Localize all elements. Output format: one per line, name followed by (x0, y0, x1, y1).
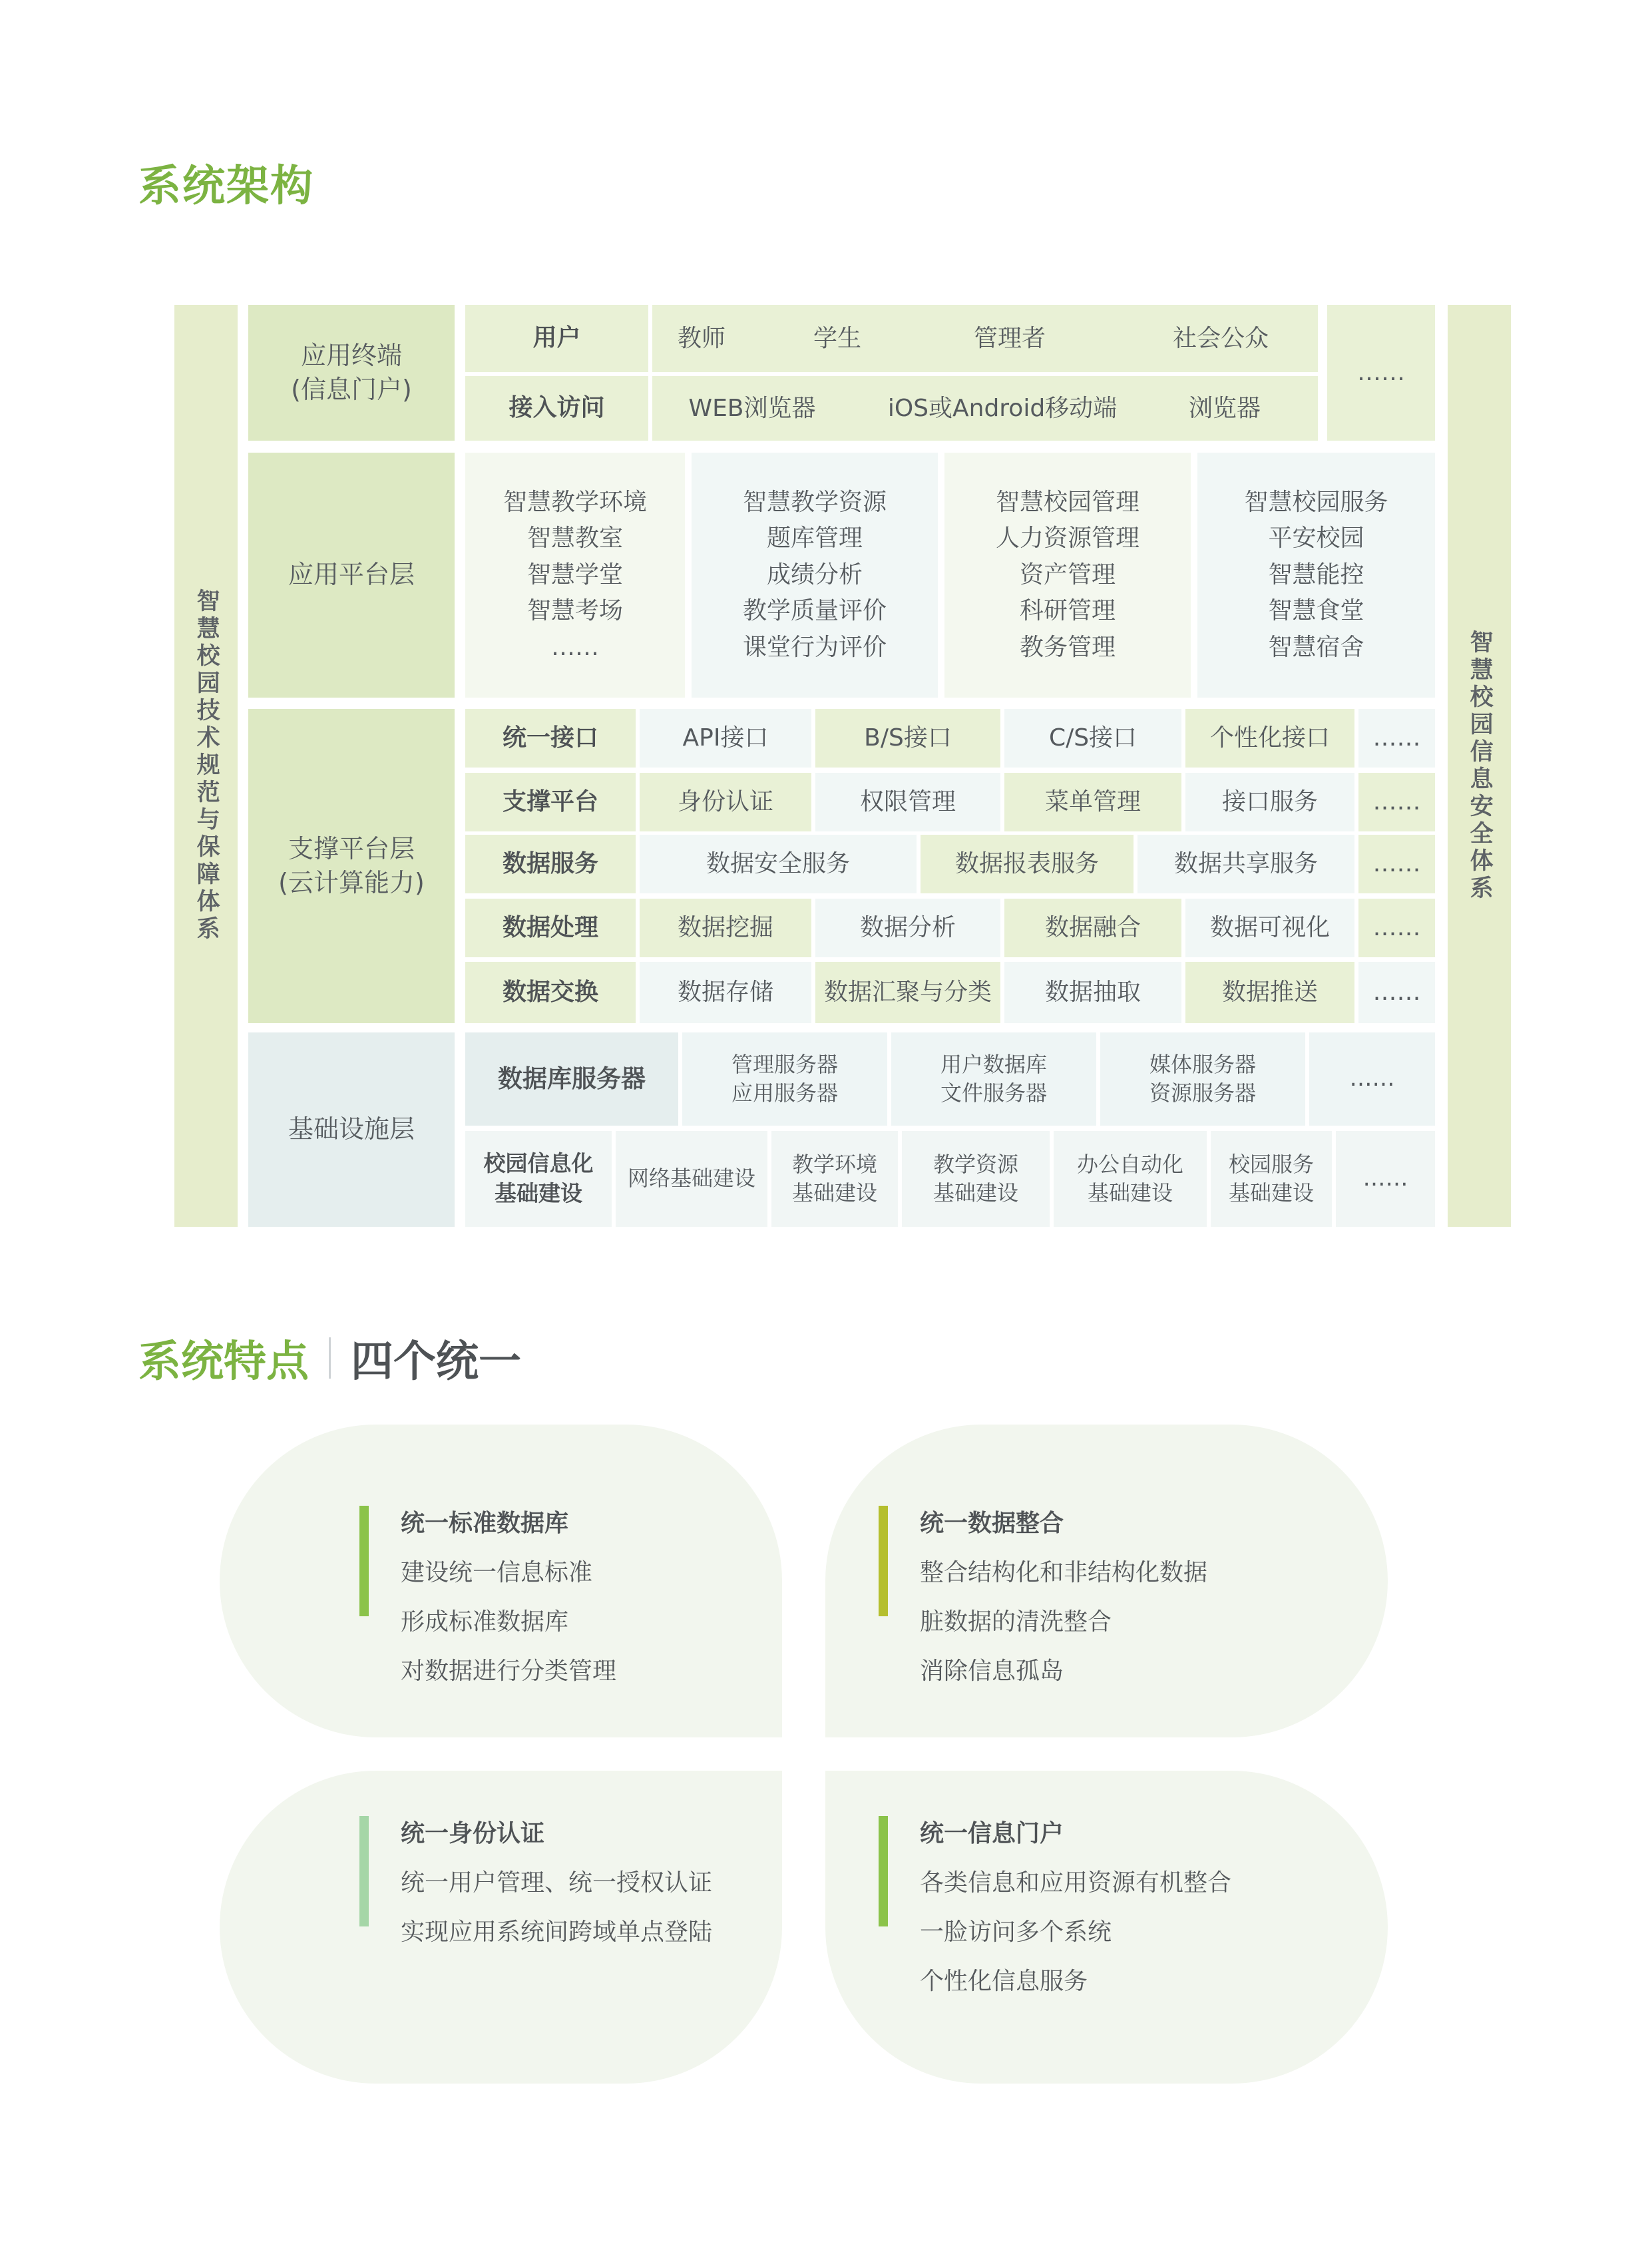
app-item: 成绩分析 (766, 560, 863, 588)
feature-line: 消除信息孤岛 (920, 1658, 1064, 1685)
access-browser: 浏览器 (1188, 395, 1261, 422)
campus-item-line: 校园服务 (1228, 1151, 1314, 1177)
campus-item-services (1211, 1131, 1332, 1227)
app-col-campus-services (1197, 453, 1435, 698)
campus-item-line: 基础建设 (1228, 1180, 1314, 1206)
support-row-item: 数据推送 (1185, 962, 1354, 1023)
app-item: 人力资源管理 (995, 525, 1139, 553)
support-row-item: 权限管理 (815, 773, 1000, 831)
app-item: 智慧考场 (526, 597, 623, 625)
architecture-title: 系统架构 (138, 162, 314, 211)
app-platform-label (248, 453, 455, 698)
app-item: 智慧食堂 (1268, 597, 1364, 625)
access-label: 接入访问 (465, 376, 648, 441)
support-row-item: 数据挖掘 (640, 899, 811, 957)
db-item-line: 媒体服务器 (1149, 1051, 1256, 1077)
support-row-more: …… (1358, 899, 1435, 957)
support-row-label: 数据交换 (465, 962, 636, 1023)
db-item-1 (682, 1032, 887, 1126)
support-platform-label (248, 709, 455, 1023)
terminal-label-2: (信息门户) (291, 375, 412, 404)
features-heading (138, 1331, 521, 1385)
app-col-teaching-env (465, 453, 685, 698)
support-row-item: 数据报表服务 (921, 835, 1134, 893)
feature-line: 形成标准数据库 (401, 1608, 569, 1636)
support-row-more: …… (1358, 962, 1435, 1023)
app-item: 教学质量评价 (742, 597, 887, 625)
support-row-item: 数据共享服务 (1137, 835, 1354, 893)
feature-line: 脏数据的清洗整合 (920, 1608, 1112, 1636)
app-platform-label-text: 应用平台层 (288, 560, 415, 590)
support-row-label: 支撑平台 (465, 773, 636, 831)
db-item-line: 应用服务器 (731, 1080, 838, 1106)
features-subtitle: 四个统一 (351, 1337, 521, 1387)
users-label: 用户 (465, 305, 648, 372)
feature-line: 实现应用系统间跨域单点登陆 (401, 1918, 713, 1946)
support-row-more: …… (1358, 835, 1435, 893)
left-band-label: 智慧校园技术规范与保障体系 (193, 588, 220, 943)
app-item: 智慧学堂 (526, 560, 623, 588)
support-row-item: 数据分析 (815, 899, 1000, 957)
left-band (174, 305, 238, 1227)
users-row (652, 305, 1318, 372)
campus-infra-label (465, 1131, 612, 1227)
support-row-item: 数据安全服务 (640, 835, 917, 893)
infrastructure-label: 基础设施层 (248, 1032, 455, 1227)
campus-item-env (771, 1131, 898, 1227)
campus-item-line: 基础建设 (932, 1180, 1018, 1206)
db-item-3 (1100, 1032, 1305, 1126)
db-item-line: 用户数据库 (940, 1051, 1047, 1077)
access-web: WEB浏览器 (688, 395, 816, 422)
campus-item-network (616, 1131, 767, 1227)
app-item: 科研管理 (1019, 597, 1116, 625)
feature-accent-bar (879, 1506, 888, 1616)
user-teacher: 教师 (677, 325, 725, 352)
campus-item-office (1054, 1131, 1207, 1227)
app-item: 教务管理 (1019, 633, 1116, 661)
db-item-2 (891, 1032, 1096, 1126)
app-item: 题库管理 (766, 525, 863, 553)
feature-line: 个性化信息服务 (920, 1968, 1088, 1995)
db-item-line: 管理服务器 (731, 1051, 838, 1077)
support-row-item: 数据抽取 (1004, 962, 1181, 1023)
feature-title: 统一标准数据库 (401, 1510, 569, 1537)
right-band-label: 智慧校园信息安全体系 (1466, 629, 1494, 903)
app-col-campus-management (944, 453, 1191, 698)
features-title: 系统特点 (138, 1337, 309, 1387)
campus-label-2: 基础建设 (495, 1180, 582, 1206)
app-item: …… (551, 633, 599, 661)
support-row-item: B/S接口 (815, 709, 1000, 768)
support-row-item: 数据存储 (640, 962, 811, 1023)
feature-line: 一脸访问多个系统 (920, 1918, 1112, 1946)
support-row-label: 数据服务 (465, 835, 636, 893)
feature-line: 各类信息和应用资源有机整合 (920, 1869, 1232, 1897)
support-row-item: 菜单管理 (1004, 773, 1181, 831)
campus-item-line: 教学资源 (932, 1151, 1018, 1177)
user-manager: 管理者 (973, 325, 1046, 352)
support-row-item: 个性化接口 (1185, 709, 1354, 768)
feature-line: 建设统一信息标准 (401, 1559, 593, 1586)
app-item: 智慧教室 (526, 525, 623, 553)
support-row-item: 数据汇聚与分类 (815, 962, 1000, 1023)
app-item: 智慧校园服务 (1244, 488, 1388, 516)
feature-accent-bar (359, 1506, 369, 1616)
support-row-item: 数据融合 (1004, 899, 1181, 957)
support-row-more: …… (1358, 709, 1435, 768)
feature-accent-bar (879, 1816, 888, 1926)
app-item: 智慧能控 (1268, 560, 1364, 588)
app-item: 课堂行为评价 (742, 633, 887, 661)
app-item: 平安校园 (1268, 525, 1364, 553)
support-row-item: API接口 (640, 709, 811, 768)
campus-label-1: 校园信息化 (483, 1150, 594, 1177)
app-col-teaching-resources (692, 453, 938, 698)
app-item: 资产管理 (1019, 560, 1116, 588)
user-public: 社会公众 (1172, 325, 1269, 352)
terminal-label-1: 应用终端 (300, 340, 402, 370)
support-row-more: …… (1358, 773, 1435, 831)
terminal-more: …… (1327, 305, 1435, 441)
feature-line: 对数据进行分类管理 (401, 1658, 617, 1685)
app-item: 智慧校园管理 (995, 488, 1139, 516)
title-divider (329, 1337, 331, 1379)
db-item-line: 文件服务器 (940, 1080, 1047, 1106)
db-item-line: 资源服务器 (1149, 1080, 1256, 1106)
app-item: 智慧宿舍 (1268, 633, 1364, 661)
campus-item-line: 教学环境 (791, 1151, 877, 1177)
support-row-label: 数据处理 (465, 899, 636, 957)
terminal-layer-label (248, 305, 455, 441)
support-label-2: (云计算能力) (278, 868, 425, 897)
feature-accent-bar (359, 1816, 369, 1926)
campus-item-line: 基础建设 (791, 1180, 877, 1206)
support-platform-rows (465, 709, 1435, 1023)
campus-item-line: 网络基础建设 (627, 1166, 755, 1192)
db-server-label: 数据库服务器 (465, 1032, 678, 1126)
campus-item-line: 基础建设 (1087, 1180, 1173, 1206)
right-band (1448, 305, 1511, 1227)
support-row-item: 身份认证 (640, 773, 811, 831)
access-row (652, 376, 1318, 441)
app-item: 智慧教学资源 (742, 488, 887, 516)
support-label-1: 支撑平台层 (288, 833, 415, 863)
support-row-label: 统一接口 (465, 709, 636, 768)
support-row-item: C/S接口 (1004, 709, 1181, 768)
support-row-item: 接口服务 (1185, 773, 1354, 831)
campus-item-resources (902, 1131, 1050, 1227)
campus-item-line: 办公自动化 (1076, 1151, 1183, 1177)
feature-title: 统一数据整合 (920, 1510, 1064, 1537)
db-more: …… (1309, 1032, 1435, 1126)
access-mobile: iOS或Android移动端 (887, 395, 1118, 422)
feature-line: 统一用户管理、统一授权认证 (401, 1869, 713, 1897)
app-item: 智慧教学环境 (503, 488, 647, 516)
feature-line: 整合结构化和非结构化数据 (920, 1559, 1208, 1586)
feature-title: 统一信息门户 (920, 1820, 1064, 1847)
campus-more: …… (1336, 1131, 1435, 1227)
feature-title: 统一身份认证 (401, 1820, 545, 1847)
support-row-item: 数据可视化 (1185, 899, 1354, 957)
user-student: 学生 (813, 325, 861, 352)
